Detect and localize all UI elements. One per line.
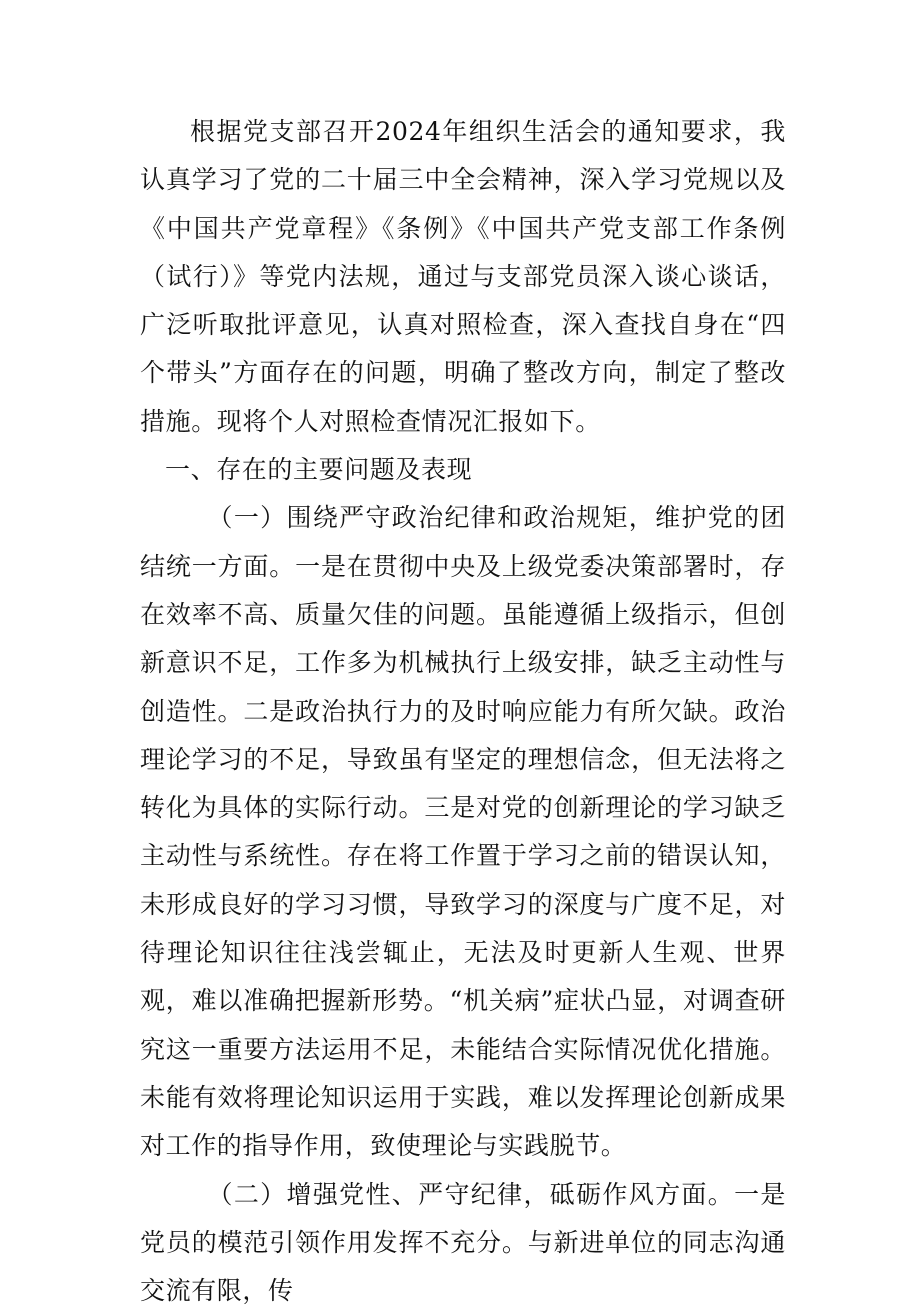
intro-paragraph: 根据党支部召开2024年组织生活会的通知要求，我认真学习了党的二十届三中全会精神，深入学习党规以及《中国共产党章程》《条例》《中国共产党支部工作条例（试行）》等党内法规，通过与支部党员深入谈心谈话，广泛听取批评意见，认真对照检查，深入查找自身在“四个带头”方面存在的问题，明确了整改方向，制定了整改措施。现将个人对照检查情况汇报如下。 (140, 117, 786, 436)
subsection-paragraph-1: （一）围绕严守政治纪律和政治规矩，维护党的团结统一方面。一是在贯彻中央及上级党委决策部署时，存在效率不高、质量欠佳的问题。虽能遵循上级指示，但创新意识不足，工作多为机械执行上级安排，缺乏主动性与创造性。二是政治执行力的及时响应能力有所欠缺。政治理论学习的不足，导致虽有坚定的理想信念，但无法将之转化为具体的实际行动。三是对党的创新理论的学习缺乏主动性与系统性。存在将工作置于学习之前的错误认知，未形成良好的学习习惯，导致学习的深度与广度不足，对待理论知识往往浅尝辄止，无法及时更新人生观、世界观，难以准确把握新形势。“机关病”症状凸显，对调查研究这一重要方法运用不足，未能结合实际情况优化措施。未能有效将理论知识运用于实践，难以发挥理论创新成果对工作的指导作用，致使理论与实践脱节。 (140, 503, 786, 1161)
document-body (140, 108, 786, 1315)
section-heading: 一、存在的主要问题及表现 (165, 455, 473, 485)
subsection-paragraph-2: （二）增强党性、严守纪律，砥砺作风方面。一是党员的模范引领作用发挥不充分。与新进单位的同志沟通交流有限，传 (140, 1179, 786, 1306)
